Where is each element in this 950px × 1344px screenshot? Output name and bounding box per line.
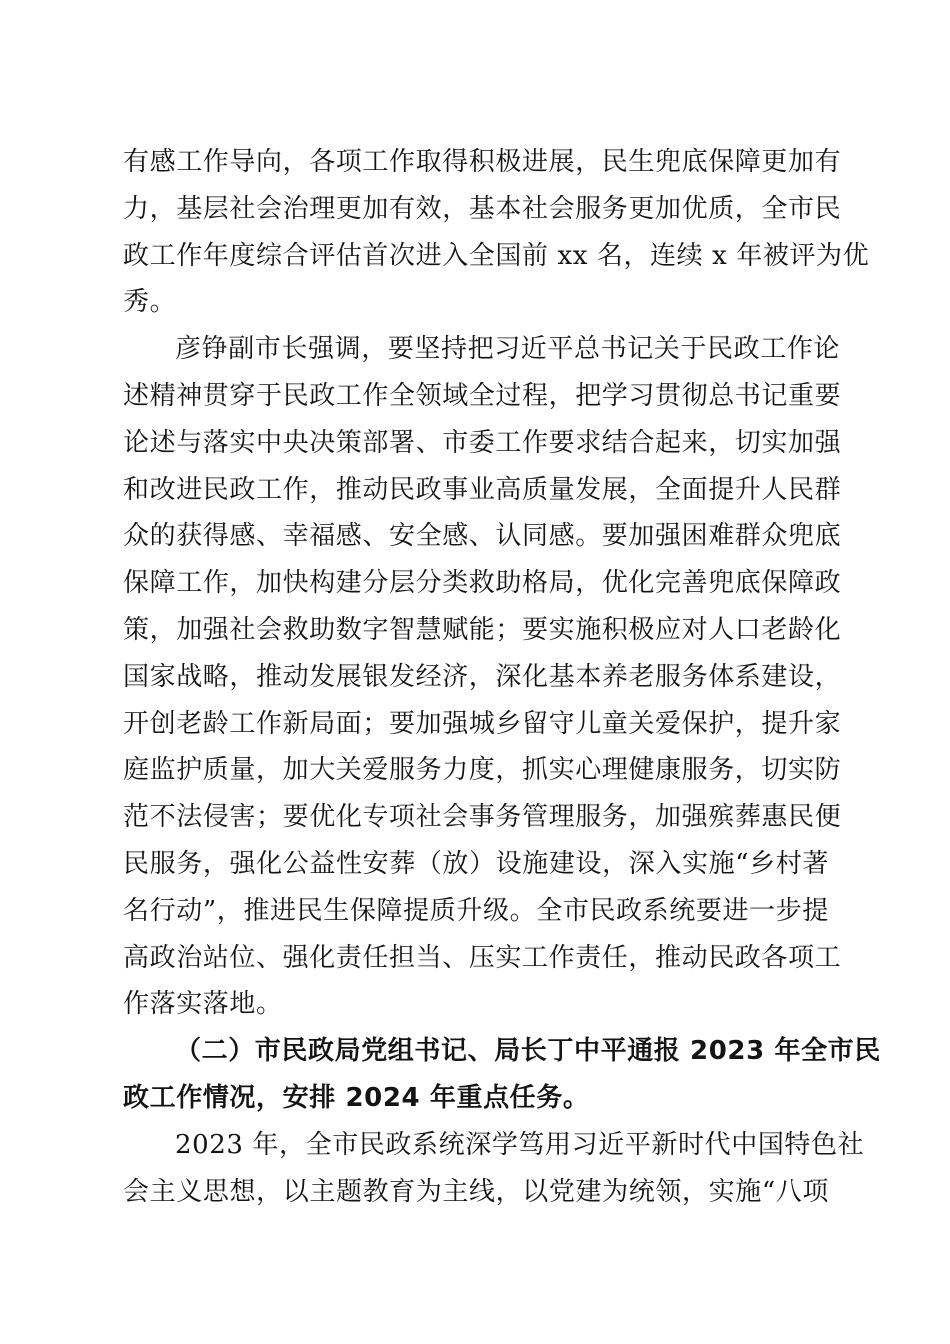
paragraph-3-line: 会主义思想，以主题教育为主线，以党建为统领，实施“八项 <box>123 1176 829 1207</box>
paragraph-2-line: 开创老龄工作新局面；要加强城乡留守儿童关爱保护，提升家 <box>123 708 842 739</box>
paragraph-1-line: 政工作年度综合评估首次进入全国前 xx 名，连续 x 年被评为优 <box>123 240 870 271</box>
paragraph-3-line: 2023 年，全市民政系统深学笃用习近平新时代中国特色社 <box>175 1129 865 1160</box>
body-text <box>123 139 881 1215</box>
paragraph-2-line: 国家战略，推动发展银发经济，深化基本养老服务体系建设， <box>123 661 842 692</box>
section-heading-line: （二）市民政局党组书记、局长丁中平通报 2023 年全市民 <box>175 1036 881 1067</box>
paragraph-2-line: 民服务，强化公益性安葬（放）设施建设，深入实施“乡村著 <box>123 848 829 879</box>
paragraph-1-line: 有感工作导向，各项工作取得积极进展，民生兜底保障更加有 <box>123 147 842 177</box>
paragraph-2-line: 众的获得感、幸福感、安全感、认同感。要加强困难群众兜底 <box>123 521 842 552</box>
paragraph-2-line: 高政治站位、强化责任担当、压实工作责任，推动民政各项工 <box>123 942 842 973</box>
paragraph-2-line: 和改进民政工作，推动民政事业高质量发展，全面提升人民群 <box>123 474 842 505</box>
paragraph-2-line: 彦铮副市长强调，要坚持把习近平总书记关于民政工作论 <box>175 334 841 365</box>
section-heading-line: 政工作情况，安排 2024 年重点任务。 <box>123 1082 590 1113</box>
paragraph-2-line: 论述与落实中央决策部署、市委工作要求结合起来，切实加强 <box>123 427 842 458</box>
paragraph-2-line: 保障工作，加快构建分层分类救助格局，优化完善兜底保障政 <box>123 568 842 599</box>
paragraph-1-line: 力，基层社会治理更加有效，基本社会服务更加优质，全市民 <box>123 193 842 224</box>
paragraph-2-line: 庭监护质量，加大关爱服务力度，抓实心理健康服务，切实防 <box>123 755 842 786</box>
paragraph-2-line: 范不法侵害；要优化专项社会事务管理服务，加强殡葬惠民便 <box>123 802 842 833</box>
paragraph-1-line: 秀。 <box>123 287 177 318</box>
paragraph-2-line: 策，加强社会救助数字智慧赋能；要实施积极应对人口老龄化 <box>123 614 842 645</box>
paragraph-2-line: 作落实落地。 <box>123 989 283 1020</box>
paragraph-2-line: 名行动”，推进民生保障提质升级。全市民政系统要进一步提 <box>123 895 829 926</box>
paragraph-2-line: 述精神贯穿于民政工作全领域全过程，把学习贯彻总书记重要 <box>123 380 842 411</box>
